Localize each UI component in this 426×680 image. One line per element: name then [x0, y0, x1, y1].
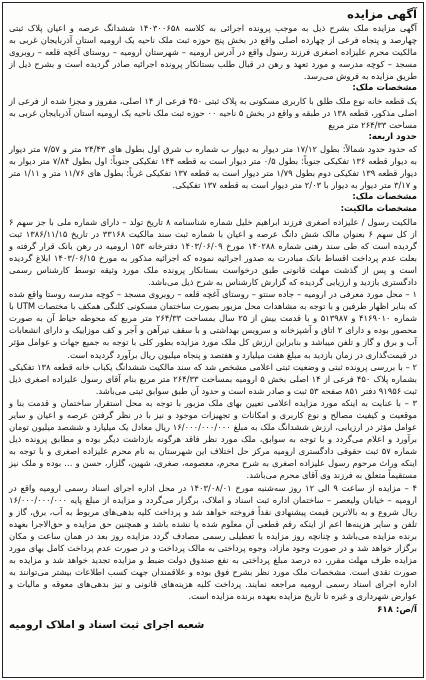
- notice-paragraph: مالکیت رسول / علیزاده اصغری فرزند ابراهیم خلیل شماره شناسنامه ۸ تاریخ تولد – دارای شماره ملی با جز سهم ۶ از کل سهم ۶ بعنوان مالک شش دانگ عرصه و اعیان با شماره ثبت سند مالکیت ۳۳۱۶۸ در تاریخ ۱۳۸۶/۱۱/۱۵ ثبت گردیده است که طی سند رهنی شماره ۱۴۰۲۸۸ مورخ ۱۴۰۳/۰۶/۰۹ دفترخانه ۱۵۳ ارومیه در رهن بانک قرار گرفته و بعلت عدم پرداخت اقساط بانک مبادرت به صدور اجرائیه نموده که اجرائیه مذکور به مورخ ۱۴۰۳/۰۶/۱۵ ابلاغ گردیده است و پس از گذشت مهلت قانونی طبق درخواست بستانکار پرونده ملک مورد وثیقه توسط کارشناس رسمی دادگستری بازدید و ارزیابی گردیده که گزارش کارشناس به شرح ذیل می‌باشد.: [9, 216, 418, 287]
- notice-body: [9, 22, 417, 603]
- notice-paragraph: ۲ – با بررسی پرونده ثبتی و وضعیت ثبتی اعلامی مشخص شد که سند مالکیت ششدانگ یکباب خانه قطعه ۱۳۸ تفکیکی بشماره پلاک ۴۵۰ فرعی از ۱۴ اصلی بخش ۵ ارومیه بمساحت ۲۶۴/۳۳ متر مربع بنام آقای رسول علیزاده اصغری ذیل ثبت ۹۱۹۵۶ دفتر ۸۵۱ صفحه ۵۳ ثبت و صادر شده است و حدود آن طبق سوابق ثبتی می‌باشد.: [9, 361, 417, 396]
- notice-paragraph: یک قطعه خانه نوع ملک طلق با کاربری مسکونی به پلاک ثبتی ۴۵۰ فرعی از ۱۴ اصلی، مفروز و مجزا شده از فرعی از اصلی مذکور، قطعه ۱۳۸ در طبقه و واقع در بخش ۵ ناحیه ۰۰ حوزه ثبت ملک ناحیه یک ارومیه استان آذربایجان غربی به مساحت ۲۶۴/۳۳ متر مربع: [9, 95, 418, 130]
- issuing-office-signature: شعبه اجرای ثبت اسناد و املاک ارومیه: [9, 618, 205, 631]
- notice-paragraph: ۳ – با عنایت به اینکه مورد مزایده اعلامی تعیین بهای ملک مزبور با توجه به محل استقرار ساختمان و قدمت بنا و موقعیت و کیفیت مصالح و نوع کاربری و امکانات و تجهیزات موجود و نیز با در نظر گرفتن عرصه و اعیان و سایر عوامل مؤثر در ارزیابی، ارزش ششدانگ ملک به مبلغ ۱۶/۰۰۰/۰۰۰/۰۰۰ ریال معادل یک میلیارد و ششصد میلیون تومان برآورد و اعلام می‌گردد و با توجه به سوابق، ملک مورد نظر فاقد هرگونه بازداشت دیگر بوده و مطابق پرونده ذیل شماره ۵۷ ثبت حقوقی دادگستری ارومیه مرکز حل اختلاف این شهرستان به نام محرم علیزاده اصغری و با توجه به اینکه وراث مرحوم رسول علیزاده اصغری به شرح محرم، معصومه، صغری، شهین، گلزار، حسن و … بوده و ملک نیز مستقیماً متعلق به فرزند وی آقای محرم می‌باشد.: [9, 397, 417, 481]
- section-heading: مشخصات ملک:: [352, 192, 417, 203]
- section-heading: مشخصات ملک:: [352, 83, 417, 94]
- notice-paragraph: ۱ – محل مورد معرفی در ارومیه – جاده سنتو – روستای آغچه قلعه – روبروی مسجد – کوچه مدرسه روستا واقع شده که بنابر اظهار طرفین و با توجه به مشاهدات محل مزبور بصورت ساختمان مسکونی کلنگی همکف با مختصات UTM با شماره ۴۱۶۹۰۱۰ و ۵۱۳۹۸۷ و با قدمت بیش از ۲۵ سال بمساحت ۲۶۴/۳۳ متر مربع که محوطه حیاط آن به صورت محصور بوده و دارای ۲ اتاق و آشپزخانه و سرویس بهداشتی و با سقف تیرآهن و آجر و کف موزاییک و دارای انشعابات آب و برق و گاز و تلفن میباشد و بنابراین ارزش کل ملک مورد مزایده بطور کلی با توجه به جمیع جهات و عوامل مؤثر در قیمت‌گذاری در زمان بازدید به مبلغ هفت میلیارد و هفتصد و پنجاه میلیون ریال برآورد گردیده است.: [9, 289, 417, 360]
- notice-title: آگهی مزایده: [347, 7, 417, 21]
- auction-notice: [2, 2, 424, 678]
- notice-paragraph: آگهی مزایده ملک بشرح ذیل به موجب پرونده اجرائی به کلاسه ۱۴۰۳۰۰۶۵۸ ششدانگ عرصه و اعیان پلاک ثبتی چهارصد و پنجاه فرعی از چهارده اصلی واقع در بخش پنج حوزه ثبت ملک ناحیه یک ارومیه استان آذربایجان غربی به مالکیت محرم علیزاده اصغری فرزند رسول واقع در آدرس ارومیه – شهرستان ارومیه – روستای آغچه قلعه – روبروی مسجد – کوچه مدرسه و مورد تعهد و رهن در قبال طلب بستانکار پرونده اجرائیه صادر گردیده است و بشرح ذیل از طریق مزایده به فروش می‌رسد.: [9, 23, 417, 82]
- notice-paragraph: ۴ – مزایده از ساعت ۹ الی ۱۲ روز سه‌شنبه مورخ ۱۴۰۳/۰۸/۰۱ در محل اداره اجرای اسناد رسمی ارومیه واقع در ارومیه – خیابان ولیعصر – ساختمان اداره ثبت اسناد و املاک، برگزار می‌گردد و مزایده از مبلغ پایه ۱۶/۰۰۰/۰۰۰/۰۰۰ ریال شروع و به بالاترین قیمت پیشنهادی نقداً فروخته خواهد شد و پرداخت کلیه بدهی‌های مربوط به آب، برق، گاز و تلفن و سایر هزینه‌ها اعم از اینکه رقم قطعی آن معلوم شده یا نشده باشد و همچنین حق مزایده و حق‌الاجرا بعهده برنده مزایده می‌باشد و چنانچه روز مزایده با تعطیلی رسمی مصادف گردد مزایده روز بعد در همان ساعت و مکان برگزار خواهد شد و در صورت وجود مازاد، وجوه پرداختی به مالک پرداخت و در صورت عدم پرداخت کامل بهای مورد مزایده ظرف مهلت مقرر، ده درصد مبلغ پرداختی به نفع صندوق دولت ضبط و مزایده تجدید خواهد شد و مزایده به صورت نقدی است. مشخصات ملک مورد نظر بشرح فوق بوده و علاقمندان جهت کسب اطلاعات بیشتر می‌توانند به اداره اجرای اسناد رسمی ارومیه مراجعه نمایند. پرداخت کلیه هزینه‌های قانونی و نیز بدهی‌های معوقه و مالیات و عوارض شهرداری و غیره تا تاریخ مزایده بعهده برنده مزایده است.: [9, 482, 417, 602]
- reference-number: آ/ص: ۶۱۸: [377, 604, 417, 615]
- notice-paragraph: که حدود حدود شمالاً: بطول ۱۷/۱۲ متر دیوار به دیوار ب شماره ب شرق اول بطول های ۲۴/۴۳ متر و ۷/۵۷ متر دیوار به دیوار قطعه ۱۳۶ تفکیکی جنوباً: بطول ۰/۵ متر دیوار است به قطعه ۱۴۴ تفکیکی جنوباً: اول بطول ۷/۸۴ متر دیوار به دیوار قطعه ۱۳۹ تفکیکی دوم بطول ۱/۷۹ متر دیوار است به قطعه ۱۳۷ تفکیکی غرباً: بطول های ۱۱/۷۶ متر و ۱/۱۱ متر و ۳/۱۷ متر دیوار به دیوار با ۲/۰۳ متر دیوار است به قطعه ۱۳۷ تفکیکی.: [9, 143, 417, 191]
- section-heading: مشخصات مالکیت:: [340, 204, 417, 215]
- section-heading: حدود اربعه:: [368, 131, 417, 142]
